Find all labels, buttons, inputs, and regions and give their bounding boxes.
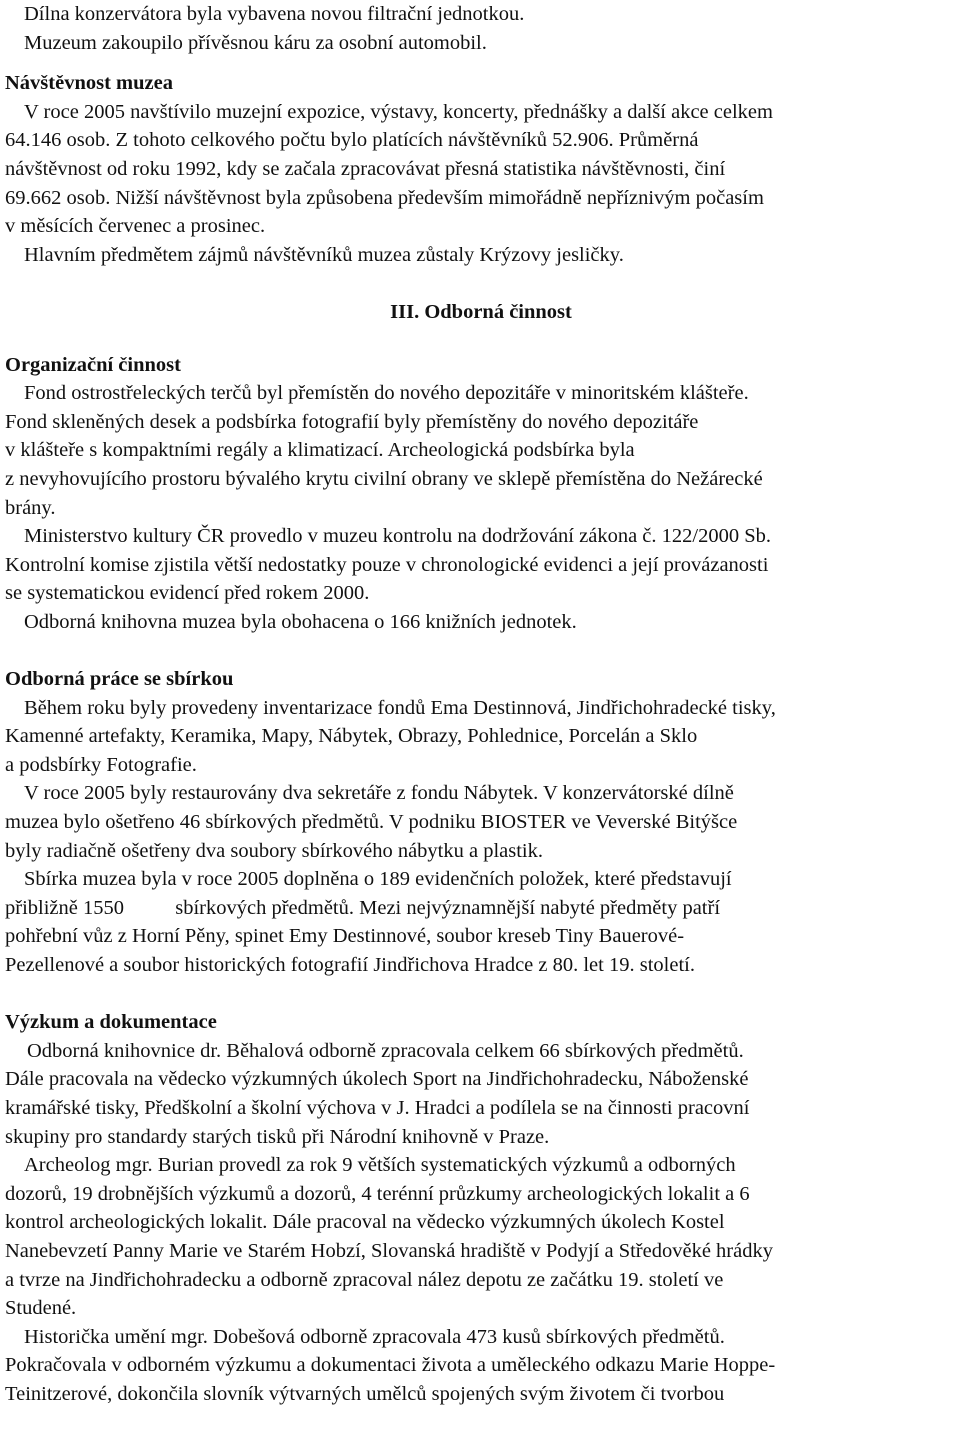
- paragraph-line: a podsbírky Fotografie.: [5, 753, 197, 776]
- paragraph-line: kontrol archeologických lokalit. Dále pracoval na vědecko výzkumných úkolech Kostel: [5, 1211, 725, 1234]
- chapter-title: III. Odborná činnost: [390, 300, 572, 323]
- paragraph-line: pohřební vůz z Horní Pěny, spinet Emy Destinnové, soubor kreseb Tiny Bauerové-: [5, 925, 685, 948]
- paragraph-line: kramářské tisky, Předškolní a školní výchova v J. Hradci a podílela se na činnosti pracovní: [5, 1096, 750, 1119]
- section-heading-organization: Organizační činnost: [5, 353, 181, 376]
- paragraph-line: dozorů, 19 drobnějších výzkumů a dozorů, 4 terénní průzkumy archeologických lokalit a 6: [5, 1182, 750, 1205]
- paragraph-line: Hlavním předmětem zájmů návštěvníků muzea zůstaly Krýzovy jesličky.: [24, 243, 624, 266]
- paragraph-line: v klášteře s kompaktními regály a klimatizací. Archeologická podsbírka byla: [5, 439, 635, 462]
- paragraph-line: Během roku byly provedeny inventarizace fondů Ema Destinnová, Jindřichohradecké tisky,: [24, 696, 776, 719]
- paragraph-line: Ministerstvo kultury ČR provedlo v muzeu kontrolu na dodržování zákona č. 122/2000 Sb.: [24, 525, 771, 548]
- paragraph-line: Studené.: [5, 1297, 77, 1320]
- paragraph-line: Odborná knihovna muzea byla obohacena o 166 knižních jednotek.: [24, 610, 577, 633]
- paragraph-line: 64.146 osob. Z tohoto celkového počtu bylo platících návštěvníků 52.906. Průměrná: [5, 129, 699, 152]
- paragraph-line: v měsících červenec a prosinec.: [5, 215, 266, 238]
- paragraph-line: skupiny pro standardy starých tisků při Národní knihovně v Praze.: [5, 1125, 550, 1148]
- paragraph-line: Archeolog mgr. Burian provedl za rok 9 větších systematických výzkumů a odborných: [24, 1154, 736, 1177]
- paragraph-line: přibližně 1550 sbírkových předmětů. Mezi nejvýznamnější nabyté předměty patří: [5, 896, 721, 919]
- paragraph-line: Kontrolní komise zjistila větší nedostatky pouze v chronologické evidenci a její provázanosti: [5, 553, 769, 576]
- paragraph-line: Fond skleněných desek a podsbírka fotografií byly přemístěny do nového depozitáře: [5, 410, 699, 433]
- section-heading-collection: Odborná práce se sbírkou: [5, 668, 234, 691]
- paragraph-line: 69.662 osob. Nižší návštěvnost byla způsobena především mimořádně nepříznivým počasím: [5, 186, 764, 209]
- paragraph-line: byly radiačně ošetřeny dva soubory sbírkového nábytku a plastik.: [5, 839, 543, 862]
- paragraph-line: muzea bylo ošetřeno 46 sbírkových předmětů. V podniku BIOSTER ve Veverské Bitýšce: [5, 811, 738, 834]
- paragraph-line: Dále pracovala na vědecko výzkumných úkolech Sport na Jindřichohradecku, Náboženské: [5, 1068, 749, 1091]
- section-heading-attendance: Návštěvnost muzea: [5, 72, 173, 95]
- paragraph-line: Pezellenové a soubor historických fotografií Jindřichova Hradce z 80. let 19. století.: [5, 954, 695, 976]
- paragraph-line: Fond ostrostřeleckých terčů byl přemístěn do nového depozitáře v minoritském klášteře.: [24, 382, 749, 405]
- paragraph-line: Dílna konzervátora byla vybavena novou filtrační jednotkou.: [24, 3, 525, 25]
- paragraph-line: Pokračovala v odborném výzkumu a dokumentaci života a uměleckého odkazu Marie Hoppe-: [5, 1354, 776, 1377]
- paragraph-line: Historička umění mgr. Dobešová odborně zpracovala 473 kusů sbírkových předmětů.: [24, 1325, 725, 1348]
- paragraph-line: Muzeum zakoupilo přívěsnou káru za osobní automobil.: [24, 31, 487, 54]
- paragraph-line: a tvrze na Jindřichohradecku a odborně zpracoval nález depotu ze začátku 19. století ve: [5, 1268, 724, 1291]
- paragraph-line: Nanebevzetí Panny Marie ve Starém Hobzí, Slovanská hradiště v Podyjí a Středověké hrádky: [5, 1239, 773, 1262]
- paragraph-line: návštěvnost od roku 1992, kdy se začala zpracovávat přesná statistika návštěvnosti, činí: [5, 157, 726, 180]
- spacer: [5, 57, 957, 69]
- paragraph-line: Sbírka muzea byla v roce 2005 doplněna o 189 evidenčních položek, které představují: [24, 868, 732, 891]
- spacer: [5, 339, 957, 351]
- spacer: [5, 980, 957, 1009]
- section-heading-research: Výzkum a dokumentace: [5, 1011, 217, 1034]
- paragraph-line: V roce 2005 navštívilo muzejní expozice, výstavy, koncerty, přednášky a další akce celkem: [24, 100, 773, 123]
- spacer: [5, 327, 957, 339]
- paragraph-line: V roce 2005 byly restaurovány dva sekretáře z fondu Nábytek. V konzervátorské dílně: [24, 782, 734, 805]
- document-page: [5, 0, 957, 1409]
- paragraph-line: Teinitzerové, dokončila slovník výtvarných umělců spojených svým životem či tvorbou: [5, 1382, 725, 1405]
- spacer: [5, 269, 957, 298]
- paragraph-line: z nevyhovujícího prostoru bývalého krytu civilní obrany ve sklepě přemístěna do Nežárecké: [5, 467, 763, 490]
- paragraph-line: se systematickou evidencí před rokem 2000.: [5, 582, 370, 605]
- spacer: [5, 636, 957, 665]
- paragraph-line: brány.: [5, 496, 56, 519]
- paragraph-line: Kamenné artefakty, Keramika, Mapy, Nábytek, Obrazy, Pohlednice, Porcelán a Sklo: [5, 725, 698, 748]
- paragraph-line: Odborná knihovnice dr. Běhalová odborně zpracovala celkem 66 sbírkových předmětů.: [27, 1039, 744, 1062]
